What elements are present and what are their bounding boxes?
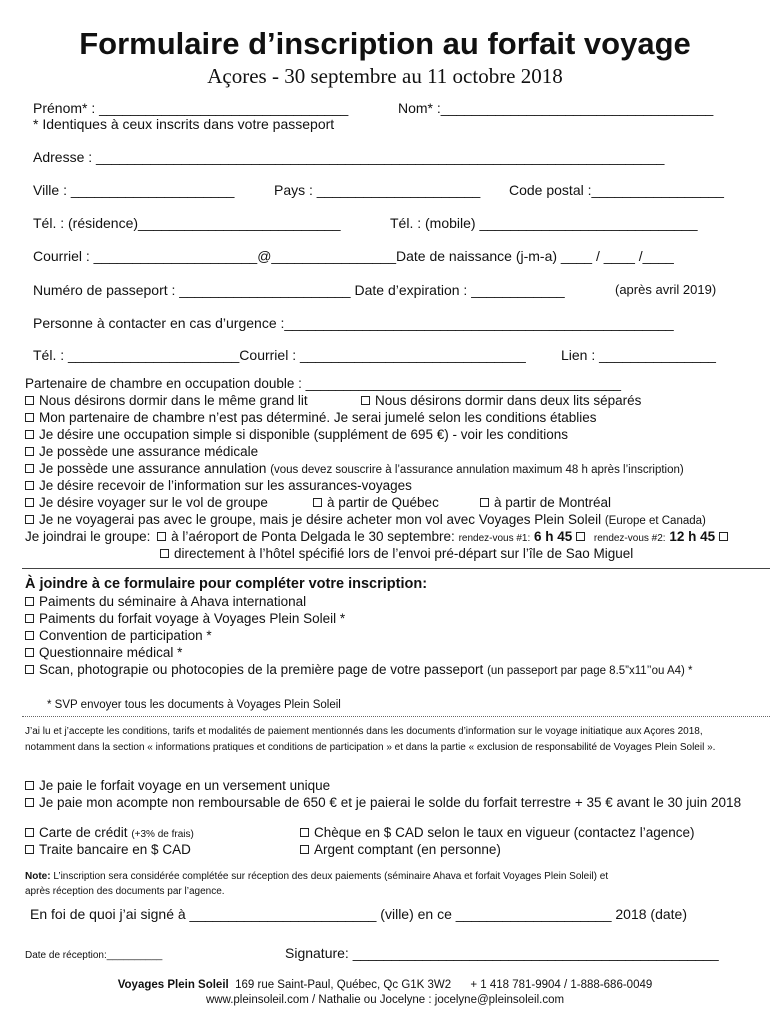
document-checkbox[interactable] [25, 614, 34, 623]
annulation-checkbox[interactable] [25, 464, 34, 473]
option-row-annulation [25, 461, 684, 478]
deux-lits-checkbox[interactable] [361, 396, 370, 405]
pay-row-traite [25, 842, 191, 858]
option-row-lit [25, 393, 308, 409]
lien-field[interactable]: Lien : _______________ [561, 347, 716, 363]
option-row-montreal [480, 495, 611, 511]
tel-urgence-field[interactable]: Tél. : ______________________Courriel : _____________________________ [33, 347, 526, 363]
carte-label: Carte de crédit [39, 825, 128, 840]
hotel-checkbox[interactable] [160, 549, 169, 558]
annulation-note: (vous devez souscrire à l’assurance annulation maximum 48 h après l’inscription) [270, 464, 684, 476]
document-item [25, 645, 182, 661]
send-documents-note: * SVP envoyer tous les documents à Voyages Plein Soleil [47, 699, 341, 711]
document-item [25, 611, 345, 627]
passport-identity-note: * Identiques à ceux inscrits dans votre passeport [33, 116, 335, 132]
propre-vol-note: (Europe et Canada) [604, 515, 706, 527]
meme-lit-label: Nous désirons dormir dans le même grand lit [39, 393, 308, 408]
propre-vol-checkbox[interactable] [25, 515, 34, 524]
rdv1-time: 6 h 45 [534, 529, 573, 544]
payment-note-line-2: après réception des documents par l’agence. [25, 886, 225, 897]
option-row-quebec [313, 495, 439, 511]
document-checkbox[interactable] [25, 631, 34, 640]
non-determine-label: Mon partenaire de chambre n’est pas déterminé. Je serai jumelé selon les conditions établies [39, 410, 597, 425]
option-row-hotel [160, 546, 633, 562]
pay-row-carte [25, 825, 194, 843]
company-name: Voyages Plein Soleil [117, 979, 229, 991]
rdv2-label: rendez-vous #2: [593, 533, 666, 544]
pay-row-cheque [300, 825, 694, 841]
medicale-label: Je possède une assurance médicale [39, 444, 259, 459]
payment-note-label: Note: [25, 871, 51, 882]
page-title: Formulaire d’inscription au forfait voyage [79, 26, 691, 61]
document-label: Convention de participation * [39, 628, 212, 643]
aeroport-label: à l’aéroport de Ponta Delgada le 30 septembre: [171, 529, 455, 544]
date-reception-field[interactable]: Date de réception:__________ [25, 950, 163, 961]
document-item [25, 662, 693, 679]
option-row-vol-groupe [25, 495, 268, 511]
document-item [25, 628, 212, 644]
footer-line-1 [0, 977, 770, 993]
cheque-label: Chèque en $ CAD selon le taux en vigueur (contactez l’agence) [314, 825, 695, 840]
terms-line-1: J’ai lu et j’accepte les conditions, tarifs et modalités de paiement mentionnés dans les documents d’information sur le voyage initiatique aux Açores 2018, [25, 726, 703, 737]
deux-lits-label: Nous désirons dormir dans deux lits séparés [375, 393, 642, 408]
pay-acompte-checkbox[interactable] [25, 798, 34, 807]
traite-label: Traite bancaire en $ CAD [39, 842, 191, 857]
non-determine-checkbox[interactable] [25, 413, 34, 422]
passport-page-note: (un passeport par page 8.5”x11’’ou A4) * [487, 665, 693, 677]
comptant-label: Argent comptant (en personne) [314, 842, 501, 857]
pay-row-unique [25, 778, 330, 794]
option-row-joindrai [25, 529, 733, 547]
vol-groupe-label: Je désire voyager sur le vol de groupe [39, 495, 268, 510]
joindrai-label: Je joindrai le groupe: [25, 529, 151, 544]
courriel-birthdate-field[interactable]: Courriel : _____________________@________________Date de naissance (j-m-a) ____ / ____ /____ [33, 248, 674, 264]
info-assurance-checkbox[interactable] [25, 481, 34, 490]
prenom-field[interactable]: Prénom* : ________________________________ [33, 100, 349, 116]
document-label: Questionnaire médical * [39, 645, 183, 660]
dotted-divider [22, 716, 770, 717]
payment-note-text: L’inscription sera considérée complétée sur réception des deux paiements (séminaire Ahava et forfait Voyages Plein Soleil) et [50, 871, 609, 882]
option-row-info-assurance [25, 478, 412, 494]
pay-unique-checkbox[interactable] [25, 781, 34, 790]
quebec-label: à partir de Québec [327, 495, 439, 510]
ville-field[interactable]: Ville : _____________________ [33, 182, 235, 198]
option-row-propre-vol [25, 512, 706, 529]
carte-note: (+3% de frais) [131, 829, 194, 840]
passeport-field[interactable]: Numéro de passeport : ______________________ Date d’expiration : ____________ [33, 282, 565, 298]
document-label: Scan, photograpie ou photocopies de la première page de votre passeport [39, 662, 484, 677]
option-row-simple [25, 427, 568, 443]
option-row-medicale [25, 444, 258, 460]
footer-line-2: www.pleinsoleil.com / Nathalie ou Jocelyne : jocelyne@pleinsoleil.com [205, 994, 565, 1006]
partenaire-field[interactable]: Partenaire de chambre en occupation double : __________________________________________ [25, 376, 622, 391]
urgence-field[interactable]: Personne à contacter en cas d’urgence :__________________________________________________ [33, 315, 674, 331]
rdv2-time: 12 h 45 [669, 529, 716, 544]
vol-groupe-checkbox[interactable] [25, 498, 34, 507]
montreal-label: à partir de Montréal [494, 495, 612, 510]
company-address: 169 rue Saint-Paul, Québec, Qc G1K 3W2 [235, 979, 452, 991]
medicale-checkbox[interactable] [25, 447, 34, 456]
montreal-checkbox[interactable] [480, 498, 489, 507]
document-item [25, 594, 306, 610]
simple-label: Je désire une occupation simple si disponible (supplément de 695 €) - voir les conditions [39, 427, 569, 442]
quebec-checkbox[interactable] [313, 498, 322, 507]
page-subtitle: Açores - 30 septembre au 11 octobre 2018 [207, 64, 563, 88]
aeroport-checkbox[interactable] [157, 532, 166, 541]
hotel-label: directement à l’hôtel spécifié lors de l’envoi pré-départ sur l’île de Sao Miguel [174, 546, 634, 561]
info-assurance-label: Je désire recevoir de l’information sur les assurances-voyages [39, 478, 412, 493]
documents-heading: À joindre à ce formulaire pour compléter votre inscription: [25, 576, 428, 592]
tel-mobile-field[interactable]: Tél. : (mobile) ____________________________ [390, 215, 698, 231]
pay-row-acompte [25, 795, 741, 811]
document-checkbox[interactable] [25, 648, 34, 657]
option-row-deux-lits [361, 393, 641, 409]
simple-checkbox[interactable] [25, 430, 34, 439]
foi-field[interactable]: En foi de quoi j’ai signé à ________________________ (ville) en ce ____________________ 2018 (date) [30, 906, 687, 922]
traite-checkbox[interactable] [25, 845, 34, 854]
signature-field[interactable]: Signature: _______________________________________________ [285, 945, 719, 961]
propre-vol-label: Je ne voyagerai pas avec le groupe, mais je désire acheter mon vol avec Voyages Plein Soleil [39, 512, 602, 527]
section-divider [22, 568, 770, 569]
rdv1-checkbox[interactable] [576, 532, 585, 541]
nom-field[interactable]: Nom* :___________________________________ [398, 100, 714, 116]
cheque-checkbox[interactable] [300, 828, 309, 837]
pays-field[interactable]: Pays : _____________________ [274, 182, 481, 198]
document-checkbox[interactable] [25, 665, 34, 674]
payment-note-line-1 [25, 869, 608, 885]
pay-unique-label: Je paie le forfait voyage en un versement unique [39, 778, 331, 793]
terms-line-2: notamment dans la section « informations pratiques et conditions de participation » et dans la partie « exclusion de responsabilité de Voyages Plein Soleil ». [25, 742, 716, 753]
pay-row-comptant [300, 842, 501, 858]
meme-lit-checkbox[interactable] [25, 396, 34, 405]
adresse-field[interactable]: Adresse : _________________________________________________________________________ [33, 149, 665, 165]
comptant-checkbox[interactable] [300, 845, 309, 854]
option-row-non-determine [25, 410, 597, 426]
rdv1-label: rendez-vous #1: [458, 533, 531, 544]
pay-acompte-label: Je paie mon acompte non remboursable de 650 € et je paierai le solde du forfait terrestre + 35 € avant le 30 juin 2018 [39, 795, 742, 810]
tel-residence-field[interactable]: Tél. : (résidence)__________________________ [33, 215, 341, 231]
code-postal-field[interactable]: Code postal :_________________ [509, 182, 724, 198]
company-phones: + 1 418 781-9904 / 1-888-686-0049 [470, 979, 653, 991]
document-checkbox[interactable] [25, 597, 34, 606]
passeport-expiry-note: (après avril 2019) [615, 282, 717, 297]
document-label: Paiments du séminaire à Ahava international [39, 594, 307, 609]
rdv2-checkbox[interactable] [719, 532, 728, 541]
document-label: Paiments du forfait voyage à Voyages Plein Soleil * [39, 611, 346, 626]
carte-checkbox[interactable] [25, 828, 34, 837]
annulation-label: Je possède une assurance annulation [39, 461, 267, 476]
